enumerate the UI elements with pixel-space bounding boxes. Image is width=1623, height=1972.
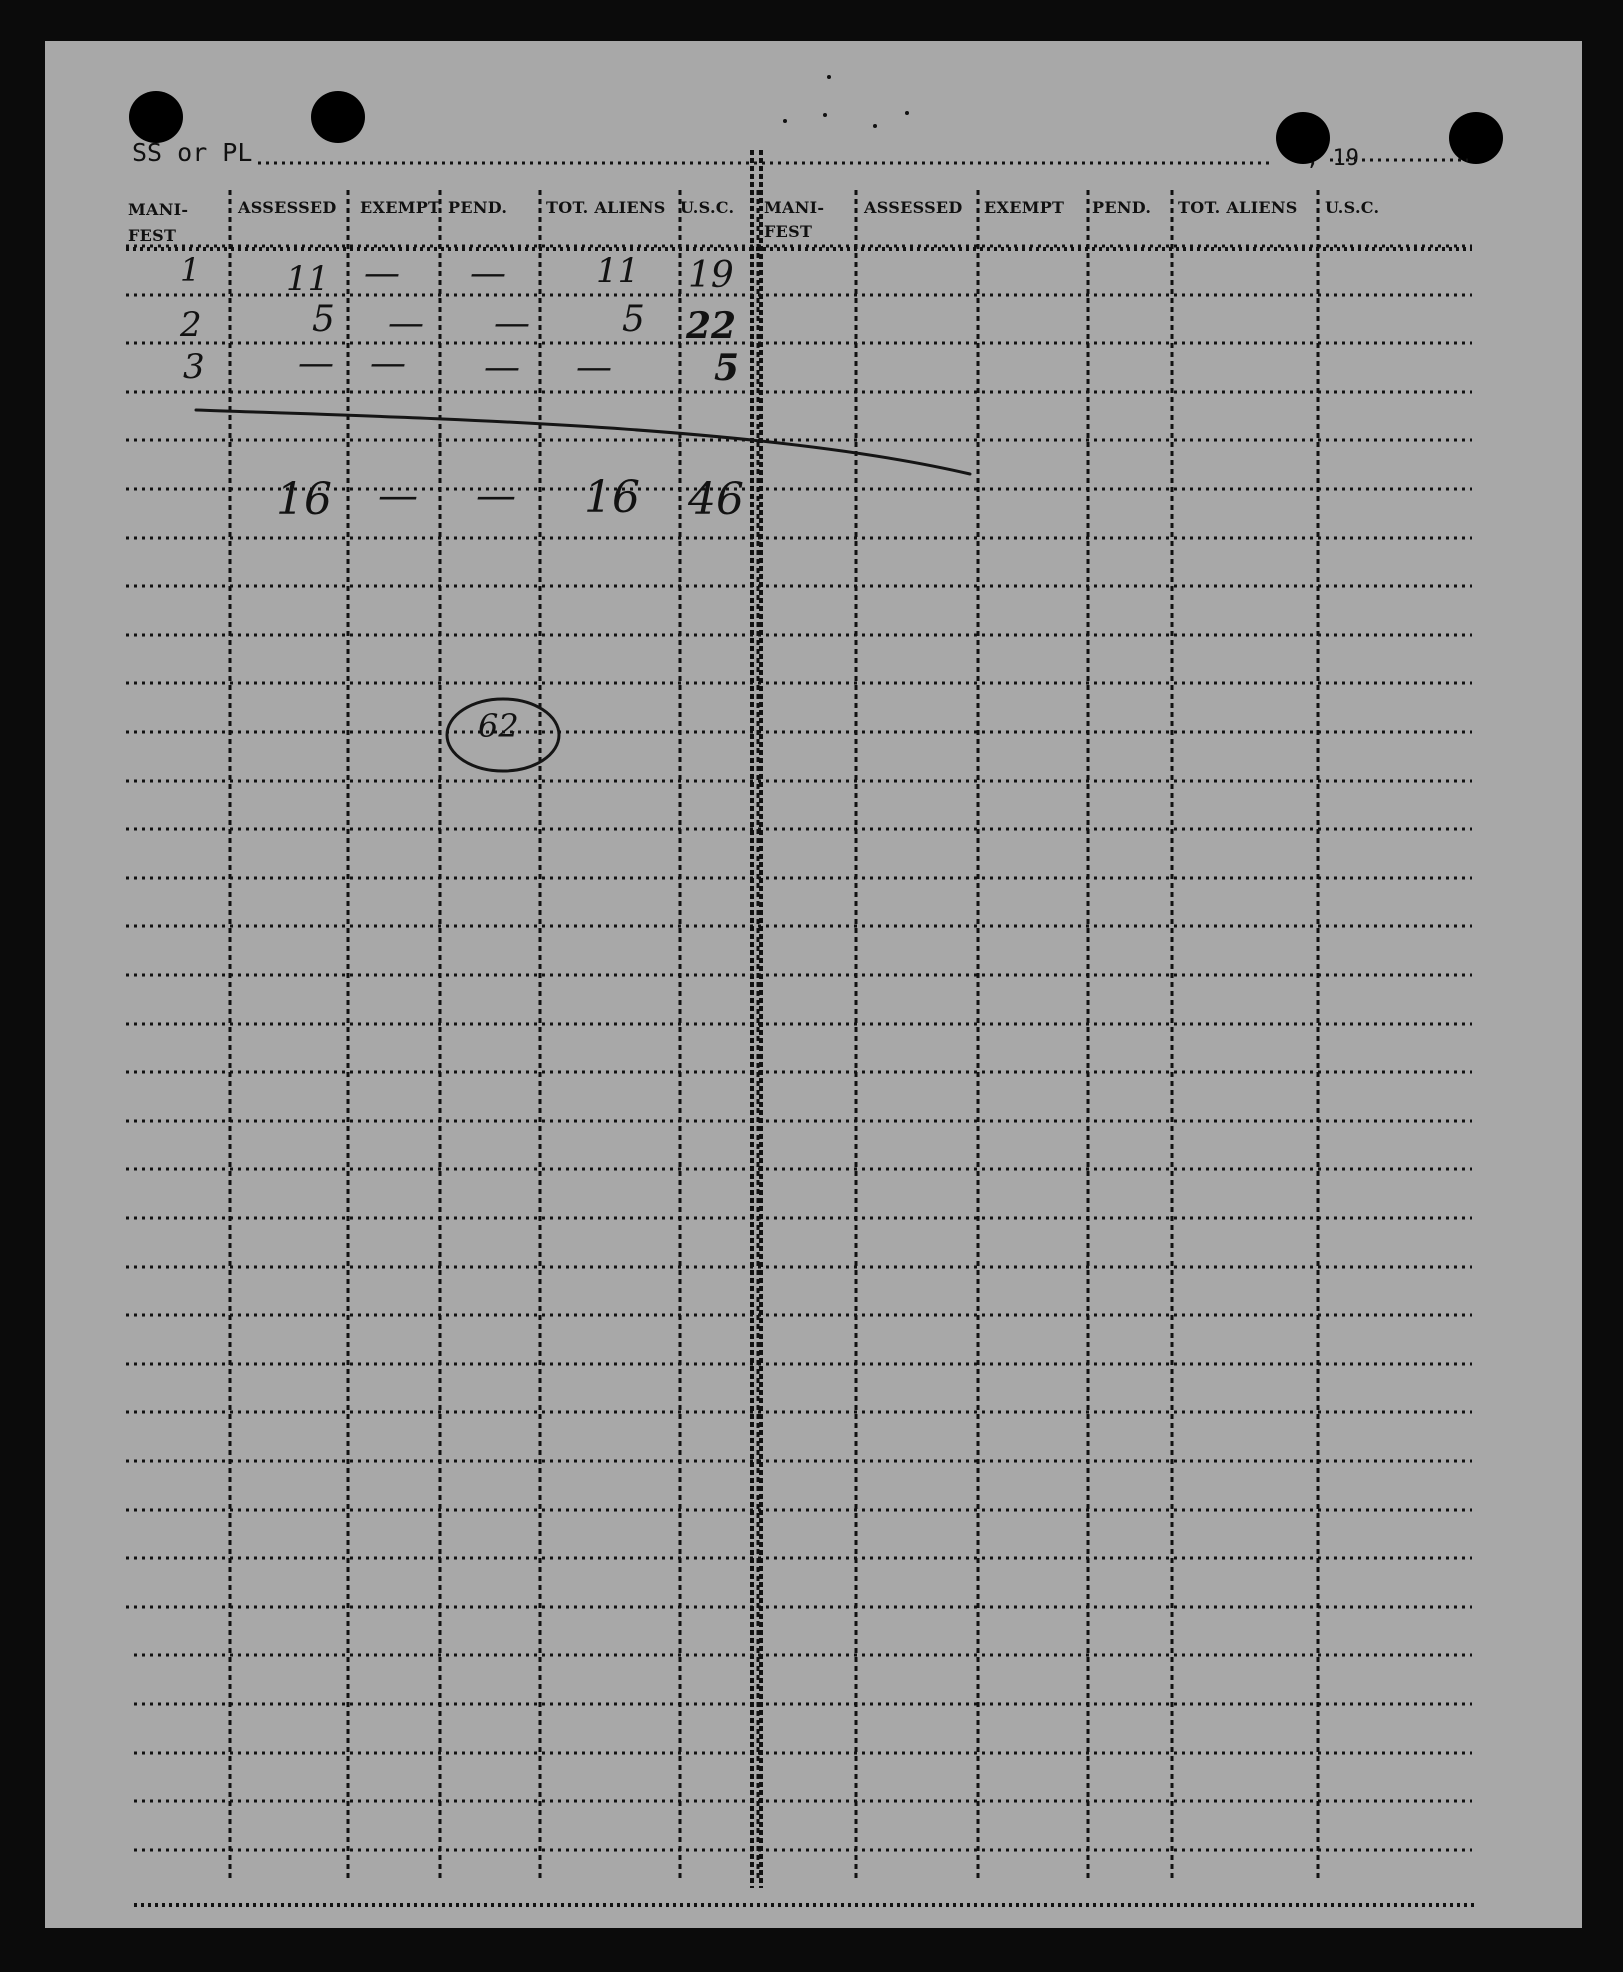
header-pend-left: PEND. bbox=[448, 198, 508, 217]
header-usc-left: U.S.C. bbox=[680, 198, 735, 217]
header-manifest-right-line2: FEST bbox=[764, 222, 813, 241]
vessel-label: SS or PL bbox=[132, 138, 253, 167]
entry-exempt-1: — bbox=[364, 253, 400, 294]
entry-tot-aliens-3: — bbox=[576, 347, 612, 388]
header-assessed-right: ASSESSED bbox=[864, 198, 963, 217]
year-label: , 19 bbox=[1306, 146, 1359, 171]
entry-assessed-2: 5 bbox=[312, 299, 335, 340]
entry-usc-2: 22 bbox=[686, 305, 737, 347]
entry-pend-3: — bbox=[484, 347, 520, 388]
entry-assessed-3: — bbox=[298, 343, 334, 384]
total-assessed: 16 bbox=[276, 474, 332, 525]
entry-pend-1: — bbox=[470, 253, 506, 294]
total-usc: 46 bbox=[688, 474, 744, 525]
total-pend: — bbox=[476, 473, 516, 519]
total-exempt: — bbox=[378, 473, 418, 519]
header-exempt-left: EXEMPT bbox=[360, 198, 441, 217]
header-manifest-left-line2: FEST bbox=[128, 226, 177, 245]
entry-manifest-3: 3 bbox=[183, 347, 205, 387]
total-tot-aliens: 16 bbox=[584, 472, 640, 523]
entry-manifest-2: 2 bbox=[180, 305, 202, 345]
sum-underline bbox=[196, 410, 970, 474]
header-assessed-left: ASSESSED bbox=[238, 198, 337, 217]
header-manifest-right: MANI- bbox=[764, 198, 825, 217]
header-tot-aliens-right: TOT. ALIENS bbox=[1178, 198, 1298, 217]
header-exempt-right: EXEMPT bbox=[984, 198, 1065, 217]
entry-assessed-1: 11 bbox=[286, 259, 330, 299]
entry-exempt-3: — bbox=[370, 343, 406, 384]
entry-usc-1: 19 bbox=[688, 255, 734, 296]
header-pend-right: PEND. bbox=[1092, 198, 1152, 217]
circled-note: 62 bbox=[478, 707, 519, 745]
entry-exempt-2: — bbox=[388, 303, 424, 344]
header-usc-right: U.S.C. bbox=[1325, 198, 1380, 217]
header-manifest-left: MANI- bbox=[128, 200, 189, 219]
entry-manifest-1: 1 bbox=[180, 251, 201, 289]
entry-tot-aliens-2: 5 bbox=[622, 299, 645, 340]
entry-pend-2: — bbox=[494, 303, 530, 344]
entry-usc-3: 5 bbox=[714, 347, 740, 389]
entry-tot-aliens-1: 11 bbox=[596, 251, 640, 291]
header-tot-aliens-left: TOT. ALIENS bbox=[546, 198, 666, 217]
